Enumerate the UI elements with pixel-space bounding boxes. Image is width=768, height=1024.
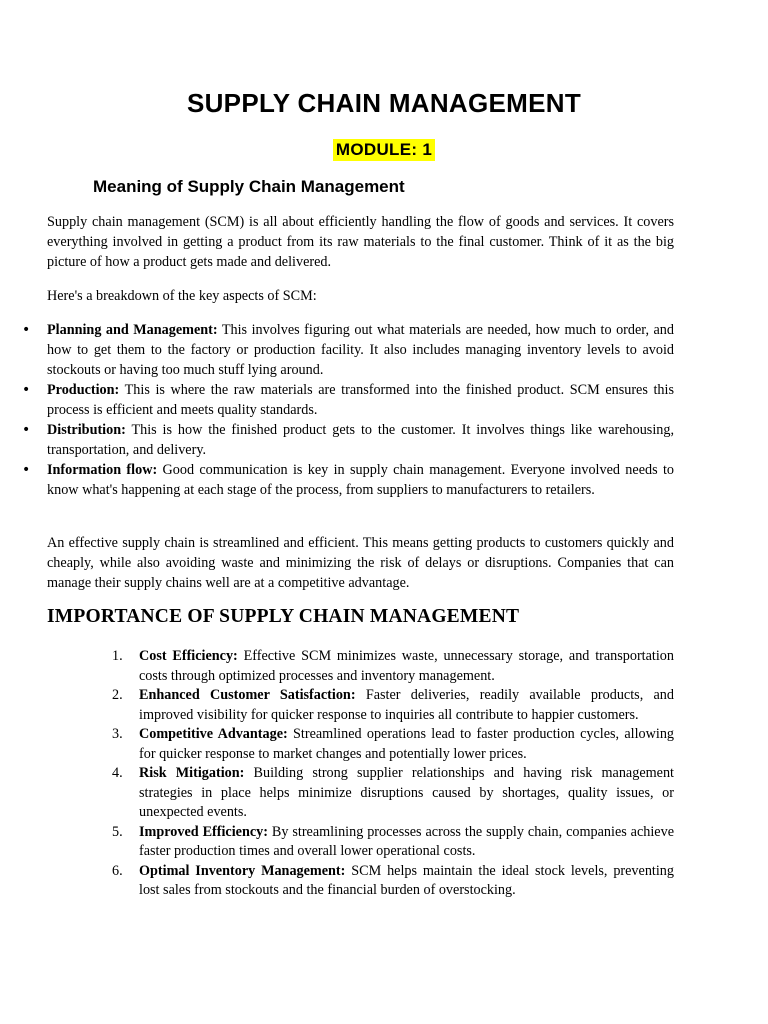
- list-item-text: SCM helps maintain the ideal stock levels, preventing lost sales from stockouts and the financial burden of overstocking.: [139, 862, 674, 898]
- list-item-term: Competitive Advantage:: [139, 726, 288, 742]
- module-label: MODULE: 1: [333, 139, 435, 161]
- list-item: [47, 420, 674, 460]
- list-item-number: 4.: [112, 765, 123, 781]
- list-item-term: Production:: [47, 382, 120, 398]
- list-item: [47, 460, 674, 500]
- list-item-term: Distribution:: [47, 422, 126, 438]
- list-item-text: Streamlined operations lead to faster production cycles, allowing for quicker response to market changes and potentially lower prices.: [139, 726, 675, 762]
- list-item-text: This involves figuring out what materials are needed, how much to order, and how to get them to the factory or production facility. It also includes managing inventory levels to avoid stockouts or having too much stuff lying around.: [47, 322, 674, 378]
- list-item-number: 5.: [112, 823, 123, 840]
- list-item-number: 6.: [112, 862, 123, 879]
- importance-heading: IMPORTANCE OF SUPPLY CHAIN MANAGEMENT: [47, 606, 520, 627]
- list-item-term: Improved Efficiency:: [139, 823, 268, 840]
- list-item-text: By streamlining processes across the supply chain, companies achieve faster production times and overall lower operational costs.: [139, 823, 674, 859]
- list-item: [47, 380, 674, 420]
- list-item: [47, 320, 674, 380]
- key-aspects-list: [47, 320, 674, 500]
- breakdown-intro: Here's a breakdown of the key aspects of SCM:: [47, 288, 317, 304]
- list-item: [112, 764, 674, 823]
- section-subheading: Meaning of Supply Chain Management: [93, 177, 405, 196]
- list-item: [112, 862, 674, 901]
- list-item-text: Faster deliveries, readily available products, and improved visibility for quicker response to inquiries all contribute to happier customers.: [139, 687, 674, 723]
- document-title: SUPPLY CHAIN MANAGEMENT: [186, 88, 582, 118]
- list-item-number: 1.: [112, 648, 123, 664]
- effective-paragraph: An effective supply chain is streamlined and efficient. This means getting products to customers quickly and cheaply, while also avoiding waste and minimizing the risk of delays or disruptions. Companies that can manage their supply chains well are at a competitive advantage.: [47, 535, 674, 591]
- list-item-term: Cost Efficiency:: [139, 648, 238, 664]
- list-item-term: Risk Mitigation:: [139, 765, 245, 781]
- list-item-text: Effective SCM minimizes waste, unnecessary storage, and transportation costs through optimized processes and inventory management.: [139, 648, 674, 684]
- list-item: [112, 647, 674, 686]
- list-item-text: This is how the finished product gets to the customer. It involves things like warehousing, transportation, and delivery.: [47, 422, 674, 458]
- list-item-number: 3.: [112, 726, 123, 742]
- list-item-term: Enhanced Customer Satisfaction:: [139, 687, 356, 703]
- list-item: [112, 686, 674, 725]
- list-item-text: This is where the raw materials are transformed into the finished product. SCM ensures this process is efficient and meets quality standards.: [47, 382, 674, 418]
- intro-paragraph: Supply chain management (SCM) is all about efficiently handling the flow of goods and services. It covers everything involved in getting a product from its raw materials to the final customer. Think of it as the big picture of how a product gets made and delivered.: [47, 214, 674, 270]
- list-item: [112, 725, 675, 764]
- module-label-wrap: [0, 139, 768, 161]
- list-item: [112, 823, 674, 862]
- list-item-term: Optimal Inventory Management:: [139, 862, 346, 879]
- list-item-text: Building strong supplier relationships and having risk management strategies in place helps minimize disruptions caused by shortages, quality issues, or unexpected events.: [139, 765, 674, 820]
- importance-list: [112, 647, 675, 901]
- list-item-term: Planning and Management:: [47, 322, 218, 338]
- list-item-term: Information flow:: [47, 462, 158, 478]
- list-item-text: Good communication is key in supply chain management. Everyone involved needs to know what's happening at each stage of the process, from suppliers to manufacturers to retailers.: [47, 462, 674, 498]
- list-item-number: 2.: [112, 687, 123, 703]
